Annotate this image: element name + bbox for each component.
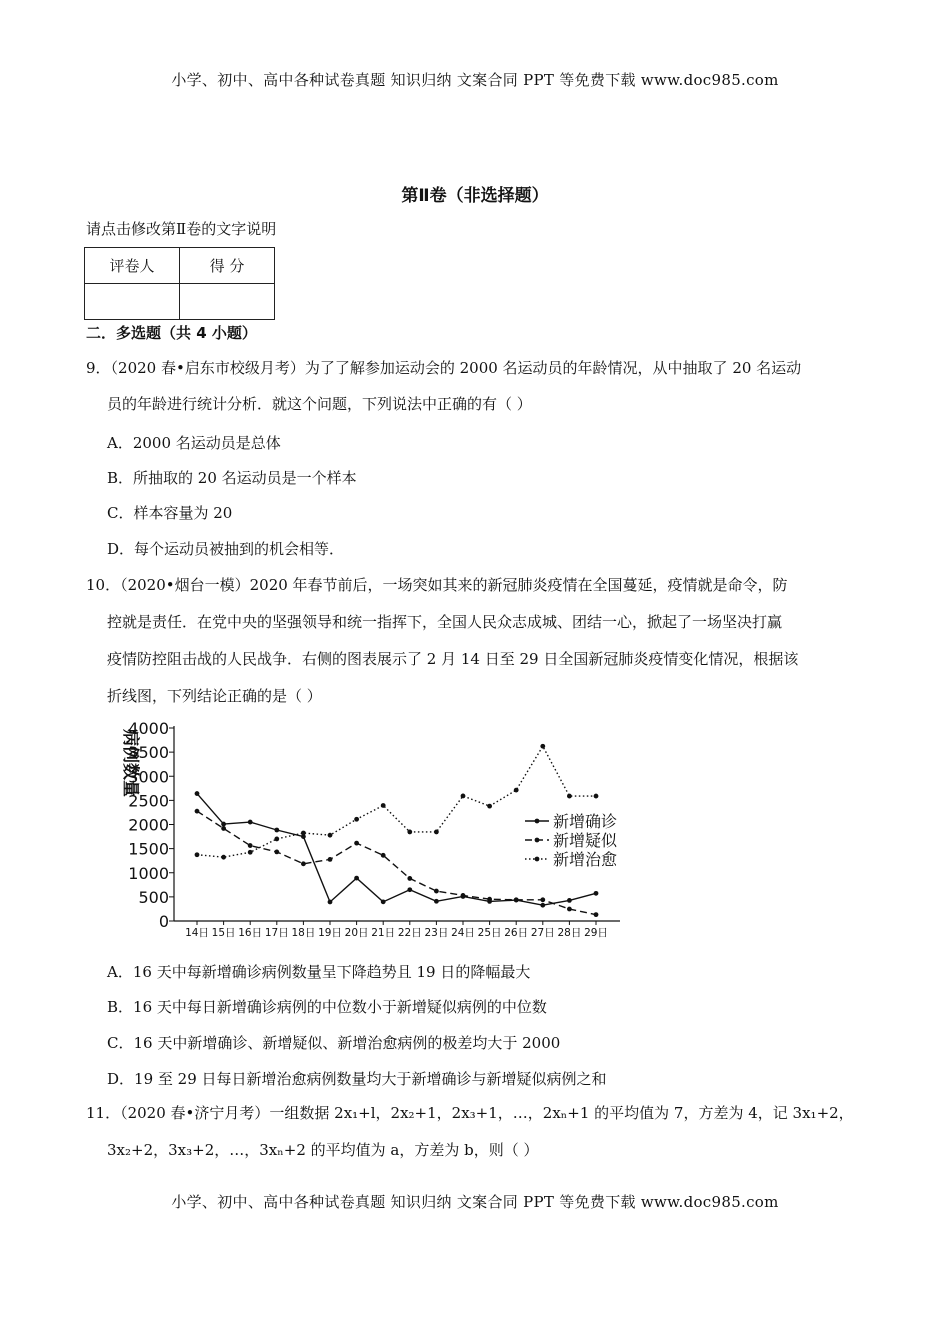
data-point — [407, 830, 412, 835]
series-line — [197, 811, 596, 914]
x-tick-label: 18日 — [291, 927, 316, 939]
q11-line1: 11．（2020 春•济宁月考）一组数据 2x₁+l，2x₂+1，2x₃+1，…，2xₙ+1 的平均值为 7，方差为 4，记 3x₁+2， — [86, 1104, 854, 1122]
x-tick-label: 27日 — [530, 927, 555, 939]
data-point — [221, 822, 226, 827]
q10-line4: 折线图，下列结论正确的是（ ） — [107, 687, 322, 705]
section-title: 二．多选题（共 4 小题） — [86, 324, 257, 342]
x-tick-label: 19日 — [318, 927, 342, 939]
data-point — [540, 897, 545, 902]
score-table-header-grader: 评卷人 — [85, 248, 180, 284]
data-point — [328, 833, 333, 838]
q10-option-b: B．16 天中每日新增确诊病例的中位数小于新增疑似病例的中位数 — [107, 998, 547, 1016]
data-point — [301, 831, 306, 836]
legend-label: 新增治愈 — [553, 850, 618, 869]
x-tick-label: 23日 — [424, 927, 449, 939]
q11-line2: 3x₂+2，3x₃+2，…，3xₙ+2 的平均值为 a，方差为 b，则（ ） — [107, 1141, 539, 1159]
chart-ylabel: 病例数量 — [120, 729, 140, 797]
q10-option-d: D．19 至 29 日每日新增治愈病例数量均大于新增确诊与新增疑似病例之和 — [107, 1070, 607, 1088]
data-point — [248, 843, 253, 848]
q9-line2: 员的年龄进行统计分析．就这个问题，下列说法中正确的有（ ） — [107, 395, 532, 413]
legend-marker — [535, 857, 540, 862]
data-point — [195, 791, 200, 796]
q9-option-b: B．所抽取的 20 名运动员是一个样本 — [107, 469, 357, 487]
page-footer: 小学、初中、高中各种试卷真题 知识归纳 文案合同 PPT 等免费下载 www.doc985.com — [171, 1193, 779, 1211]
x-tick-label: 28日 — [557, 927, 582, 939]
data-point — [381, 803, 386, 808]
score-table-header-score: 得 分 — [180, 248, 275, 284]
legend-label: 新增确诊 — [553, 812, 618, 831]
x-tick-label: 17日 — [264, 927, 289, 939]
y-tick-label: 2500 — [128, 791, 169, 811]
data-point — [434, 889, 439, 894]
y-tick-label: 3500 — [128, 743, 169, 763]
q9-option-d: D．每个运动员被抽到的机会相等． — [107, 540, 345, 558]
data-point — [407, 887, 412, 892]
legend-label: 新增疑似 — [553, 831, 618, 850]
data-point — [221, 855, 226, 860]
score-table — [84, 247, 275, 320]
data-point — [540, 744, 545, 749]
data-point — [354, 817, 359, 822]
data-point — [328, 900, 333, 905]
data-point — [407, 876, 412, 881]
data-point — [195, 809, 200, 814]
data-point — [434, 830, 439, 835]
data-point — [354, 876, 359, 881]
y-tick-label: 1500 — [128, 839, 169, 859]
y-tick-label: 0 — [158, 912, 169, 931]
data-point — [248, 820, 253, 825]
part-title: 第Ⅱ卷（非选择题） — [401, 186, 549, 206]
data-point — [248, 850, 253, 855]
x-tick-label: 22日 — [397, 927, 422, 939]
x-tick-label: 20日 — [344, 927, 369, 939]
q9-option-c: C．样本容量为 20 — [107, 504, 233, 522]
data-point — [274, 850, 279, 855]
data-point — [514, 897, 519, 902]
legend-marker — [535, 819, 540, 824]
data-point — [381, 853, 386, 858]
series-2 — [195, 809, 599, 917]
data-point — [594, 912, 599, 917]
q9-line1: 9．（2020 春•启东市校级月考）为了了解参加运动会的 2000 名运动员的年龄情况，从中抽取了 20 名运动 — [86, 359, 802, 377]
legend-marker — [535, 838, 540, 843]
x-tick-label: 15日 — [211, 927, 236, 939]
series-1 — [195, 791, 599, 907]
data-point — [567, 907, 572, 912]
epidemic-line-chart — [105, 718, 625, 950]
x-tick-label: 25日 — [477, 927, 502, 939]
y-tick-label: 1000 — [128, 863, 169, 883]
data-point — [594, 891, 599, 896]
data-point — [487, 804, 492, 809]
data-point — [274, 828, 279, 833]
data-point — [301, 861, 306, 866]
q10-option-c: C．16 天中新增确诊、新增疑似、新增治愈病例的极差均大于 2000 — [107, 1034, 561, 1052]
q9-option-a: A．2000 名运动员是总体 — [107, 434, 281, 452]
data-point — [461, 794, 466, 799]
data-point — [381, 899, 386, 904]
x-tick-label: 24日 — [451, 927, 475, 939]
y-tick-label: 500 — [138, 887, 169, 907]
x-tick-label: 26日 — [504, 927, 529, 939]
y-tick-label: 3000 — [128, 767, 169, 787]
y-tick-label: 4000 — [128, 719, 169, 738]
page-header: 小学、初中、高中各种试卷真题 知识归纳 文案合同 PPT 等免费下载 www.doc985.com — [171, 71, 779, 89]
data-point — [594, 794, 599, 799]
data-point — [195, 852, 200, 857]
data-point — [567, 898, 572, 903]
data-point — [567, 794, 572, 799]
q10-line1: 10．（2020•烟台一模）2020 年春节前后，一场突如其来的新冠肺炎疫情在全国蔓延，疫情就是命令，防 — [86, 576, 788, 594]
score-table-cell-score[interactable] — [180, 284, 275, 320]
q10-option-a: A．16 天中每新增确诊病例数量呈下降趋势且 19 日的降幅最大 — [107, 963, 531, 981]
x-tick-label: 29日 — [584, 927, 608, 939]
part-note[interactable]: 请点击修改第Ⅱ卷的文字说明 — [86, 220, 277, 238]
y-tick-label: 2000 — [128, 815, 169, 835]
data-point — [328, 857, 333, 862]
data-point — [274, 837, 279, 842]
q10-line3: 疫情防控阻击战的人民战争．右侧的图表展示了 2 月 14 日至 29 日全国新冠肺炎疫情变化情况，根据该 — [107, 650, 799, 668]
data-point — [434, 899, 439, 904]
x-tick-label: 16日 — [238, 927, 263, 939]
data-point — [221, 826, 226, 831]
data-point — [461, 893, 466, 898]
q10-line2: 控就是责任．在党中央的坚强领导和统一指挥下，全国人民众志成城、团结一心，掀起了一场坚决打赢 — [107, 613, 783, 631]
x-tick-label: 21日 — [371, 927, 396, 939]
data-point — [487, 897, 492, 902]
data-point — [514, 788, 519, 793]
data-point — [540, 903, 545, 908]
data-point — [354, 841, 359, 846]
score-table-cell-grader[interactable] — [85, 284, 180, 320]
x-tick-label: 14日 — [185, 927, 209, 939]
